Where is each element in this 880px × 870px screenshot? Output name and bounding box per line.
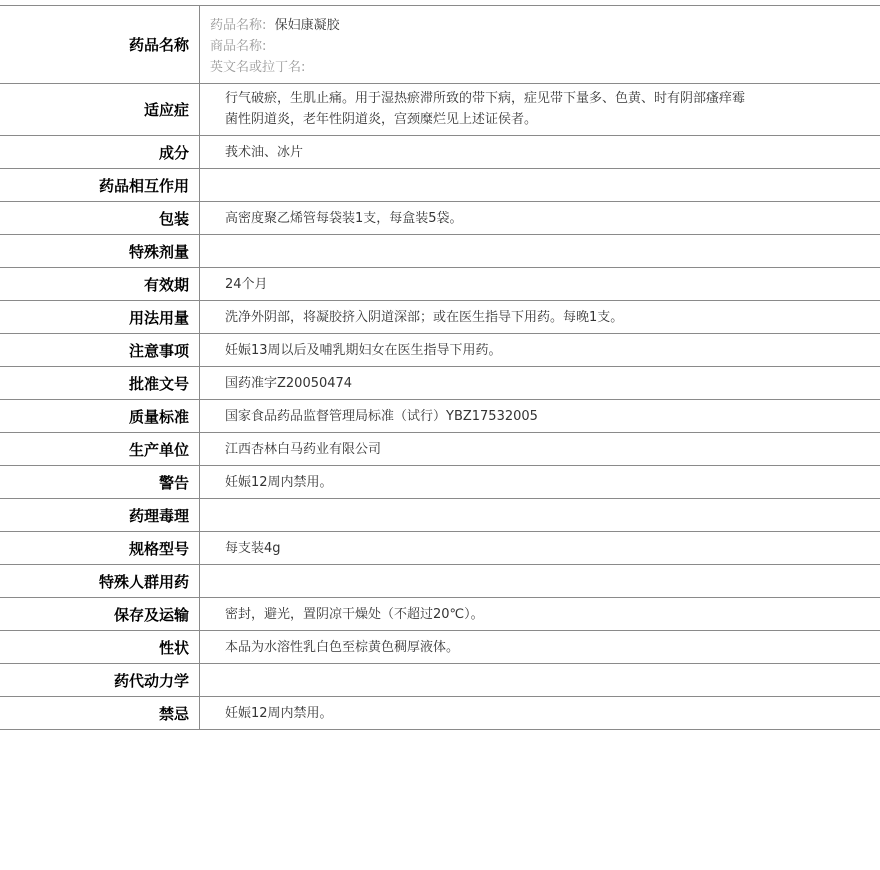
- row-value: 国药准字Z20050474: [225, 375, 353, 391]
- row-precautions: [0, 334, 880, 367]
- row-label: 质量标准: [0, 400, 200, 432]
- row-value: 高密度聚乙烯管每袋装1支，每盒装5袋。: [225, 210, 463, 226]
- row-label: 成分: [0, 136, 200, 168]
- row-special-populations: [0, 565, 880, 598]
- row-value: [200, 565, 880, 597]
- english-name-line: [210, 57, 880, 78]
- row-value: 莪术油、冰片: [225, 144, 304, 160]
- row-manufacturer: [0, 433, 880, 466]
- row-warning: [0, 466, 880, 499]
- row-value: 妊娠12周内禁用。: [225, 474, 333, 490]
- english-name-caption: 英文名或拉丁名:: [210, 60, 306, 75]
- row-value: 妊娠13周以后及哺乳期妇女在医生指导下用药。: [225, 342, 502, 358]
- row-approval-number: [0, 367, 880, 400]
- trade-name-line: [210, 36, 880, 57]
- row-pharmacology-toxicology: [0, 499, 880, 532]
- row-packaging: [0, 202, 880, 235]
- trade-name-caption: 商品名称:: [210, 39, 267, 54]
- generic-name-caption: 药品名称:: [210, 18, 267, 33]
- row-value: 本品为水溶性乳白色至棕黄色稠厚液体。: [225, 639, 460, 655]
- row-usage-dosage: [0, 301, 880, 334]
- row-label: 生产单位: [0, 433, 200, 465]
- row-label: 特殊人群用药: [0, 565, 200, 597]
- row-label: 适应症: [0, 84, 200, 135]
- row-appearance: [0, 631, 880, 664]
- row-label: 包装: [0, 202, 200, 234]
- row-drug-name: [0, 6, 880, 84]
- row-label: 警告: [0, 466, 200, 498]
- row-label: 药品名称: [0, 6, 200, 83]
- row-pharmacokinetics: [0, 664, 880, 697]
- row-special-dosage: [0, 235, 880, 268]
- row-contraindications: [0, 697, 880, 730]
- row-label: 特殊剂量: [0, 235, 200, 267]
- row-value: [200, 235, 880, 267]
- row-value: [200, 664, 880, 696]
- drug-info-table: [0, 5, 880, 730]
- row-label: 用法用量: [0, 301, 200, 333]
- row-value: 江西杏林白马药业有限公司: [225, 441, 382, 457]
- row-label: 禁忌: [0, 697, 200, 729]
- row-label: 药代动力学: [0, 664, 200, 696]
- row-storage-transport: [0, 598, 880, 631]
- row-value: 国家食品药品监督管理局标准（试行）YBZ17532005: [225, 408, 538, 424]
- indication-line-1: 行气破瘀，生肌止痛。用于湿热瘀滞所致的带下病，症见带下量多、色黄、时有阴部瘙痒霉: [225, 91, 746, 106]
- generic-name-value: 保妇康凝胶: [274, 18, 340, 33]
- row-label: 保存及运输: [0, 598, 200, 630]
- row-specification: [0, 532, 880, 565]
- row-ingredients: [0, 136, 880, 169]
- row-label: 有效期: [0, 268, 200, 300]
- row-value: 密封，避光，置阴凉干燥处（不超过20℃）。: [225, 606, 484, 622]
- row-value: [200, 169, 880, 201]
- row-quality-standard: [0, 400, 880, 433]
- row-shelf-life: [0, 268, 880, 301]
- row-value: [200, 84, 880, 135]
- row-label: 药品相互作用: [0, 169, 200, 201]
- row-label: 性状: [0, 631, 200, 663]
- row-label: 规格型号: [0, 532, 200, 564]
- row-drug-interactions: [0, 169, 880, 202]
- row-value: 洗净外阴部，将凝胶挤入阴道深部；或在医生指导下用药。每晚1支。: [225, 309, 624, 325]
- row-value: 24个月: [225, 276, 268, 292]
- row-value: [200, 499, 880, 531]
- row-indication: [0, 84, 880, 136]
- row-label: 批准文号: [0, 367, 200, 399]
- row-value: 妊娠12周内禁用。: [225, 705, 333, 721]
- row-value: 每支装4g: [225, 540, 281, 556]
- row-label: 药理毒理: [0, 499, 200, 531]
- generic-name-line: [210, 15, 880, 36]
- indication-line-2: 菌性阴道炎，老年性阴道炎，宫颈糜烂见上述证侯者。: [225, 112, 538, 127]
- row-label: 注意事项: [0, 334, 200, 366]
- drug-names-block: [200, 6, 880, 83]
